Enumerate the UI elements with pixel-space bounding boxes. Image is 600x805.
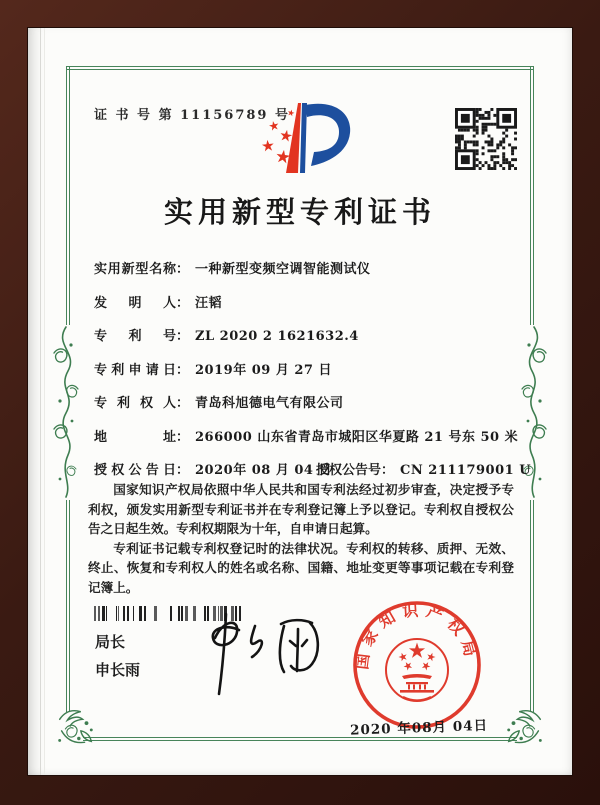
border-bottom-line <box>83 737 517 741</box>
officer-block <box>95 628 140 684</box>
vine-ornament-left <box>48 323 84 501</box>
field-colon: ： <box>176 396 190 411</box>
field-value: 2020年 08 月 04 日 <box>195 463 332 478</box>
field-row-grant <box>94 459 532 479</box>
svg-text:国家知识产权局 <box>352 600 482 670</box>
field-row-address <box>94 426 519 446</box>
field-colon: ： <box>176 262 190 277</box>
field-label: 授权公告日 <box>94 463 176 478</box>
border-top-line <box>66 66 534 70</box>
field-label: 专利号 <box>94 329 176 344</box>
certificate-title: 实用新型专利证书 <box>163 195 436 229</box>
legal-paragraph-2: 专利证书记载专利权登记时的法律状况。专利权的转移、质押、无效、终止、恢复和专利权人的姓名或名称、国籍、地址变更等事项记载在专利登记簿上。 <box>88 540 514 595</box>
field-label: 专利申请日 <box>94 362 176 378</box>
floral-corner-bottom-right <box>502 704 548 750</box>
certificate-paper <box>28 28 572 775</box>
field-value: 青岛科旭德电气有限公司 <box>195 396 344 411</box>
border-left-line-lower <box>66 500 70 712</box>
officer-name: 申长雨 <box>95 661 141 679</box>
field-value: CN 211179001 U <box>400 463 532 478</box>
seal-text: 国家知识产权局 <box>352 600 482 671</box>
field-rows <box>94 258 532 493</box>
field-row-name <box>94 258 514 278</box>
field-colon: ： <box>176 295 190 311</box>
qr-code <box>455 108 517 170</box>
legal-text <box>88 480 514 597</box>
field-colon: ： <box>176 463 190 478</box>
field-value: 一种新型变频空调智能测试仪 <box>195 262 371 277</box>
field-label: 发明人 <box>94 295 176 311</box>
field-label: 实用新型名称 <box>94 262 176 277</box>
legal-paragraph-1: 国家知识产权局依照中华人民共和国专利法经过初步审查，决定授予专利权，颁发实用新型专利证书并在专利登记簿上予以登记。专利权自授权公告之日起生效。专利权期限为十年，自申请日起算。 <box>88 482 514 536</box>
grant-date-pair <box>94 459 332 478</box>
page-edge-line <box>40 28 45 775</box>
field-colon: ： <box>176 362 190 378</box>
field-colon: ： <box>381 463 395 478</box>
field-value: 266000 山东省青岛市城阳区华夏路 21 号东 50 米 <box>195 429 519 445</box>
field-label: 地址 <box>94 429 176 445</box>
field-value: ZL 2020 2 1621632.4 <box>195 329 359 344</box>
border-right-line-lower <box>530 500 534 712</box>
field-label: 专利权人 <box>94 396 176 411</box>
floral-corner-bottom-left <box>52 704 98 750</box>
field-value: 汪韬 <box>195 295 223 311</box>
field-row-patent-no <box>94 325 514 345</box>
signature-script <box>193 608 331 700</box>
field-row-inventor <box>94 292 514 312</box>
field-colon: ： <box>176 329 190 344</box>
field-colon: ： <box>176 429 190 445</box>
field-label: 授权公告号 <box>316 463 382 478</box>
certificate-number: 证 书 号 第 11156789 号 <box>94 108 290 123</box>
field-row-filing-date <box>94 359 514 379</box>
field-value: 2019年 09 月 27 日 <box>195 362 332 378</box>
officer-title: 局长 <box>95 633 126 651</box>
seal-date: 2020 年08月 04日 <box>349 717 489 739</box>
field-row-patentee <box>94 392 514 412</box>
cnipa-logo-icon <box>255 94 359 188</box>
